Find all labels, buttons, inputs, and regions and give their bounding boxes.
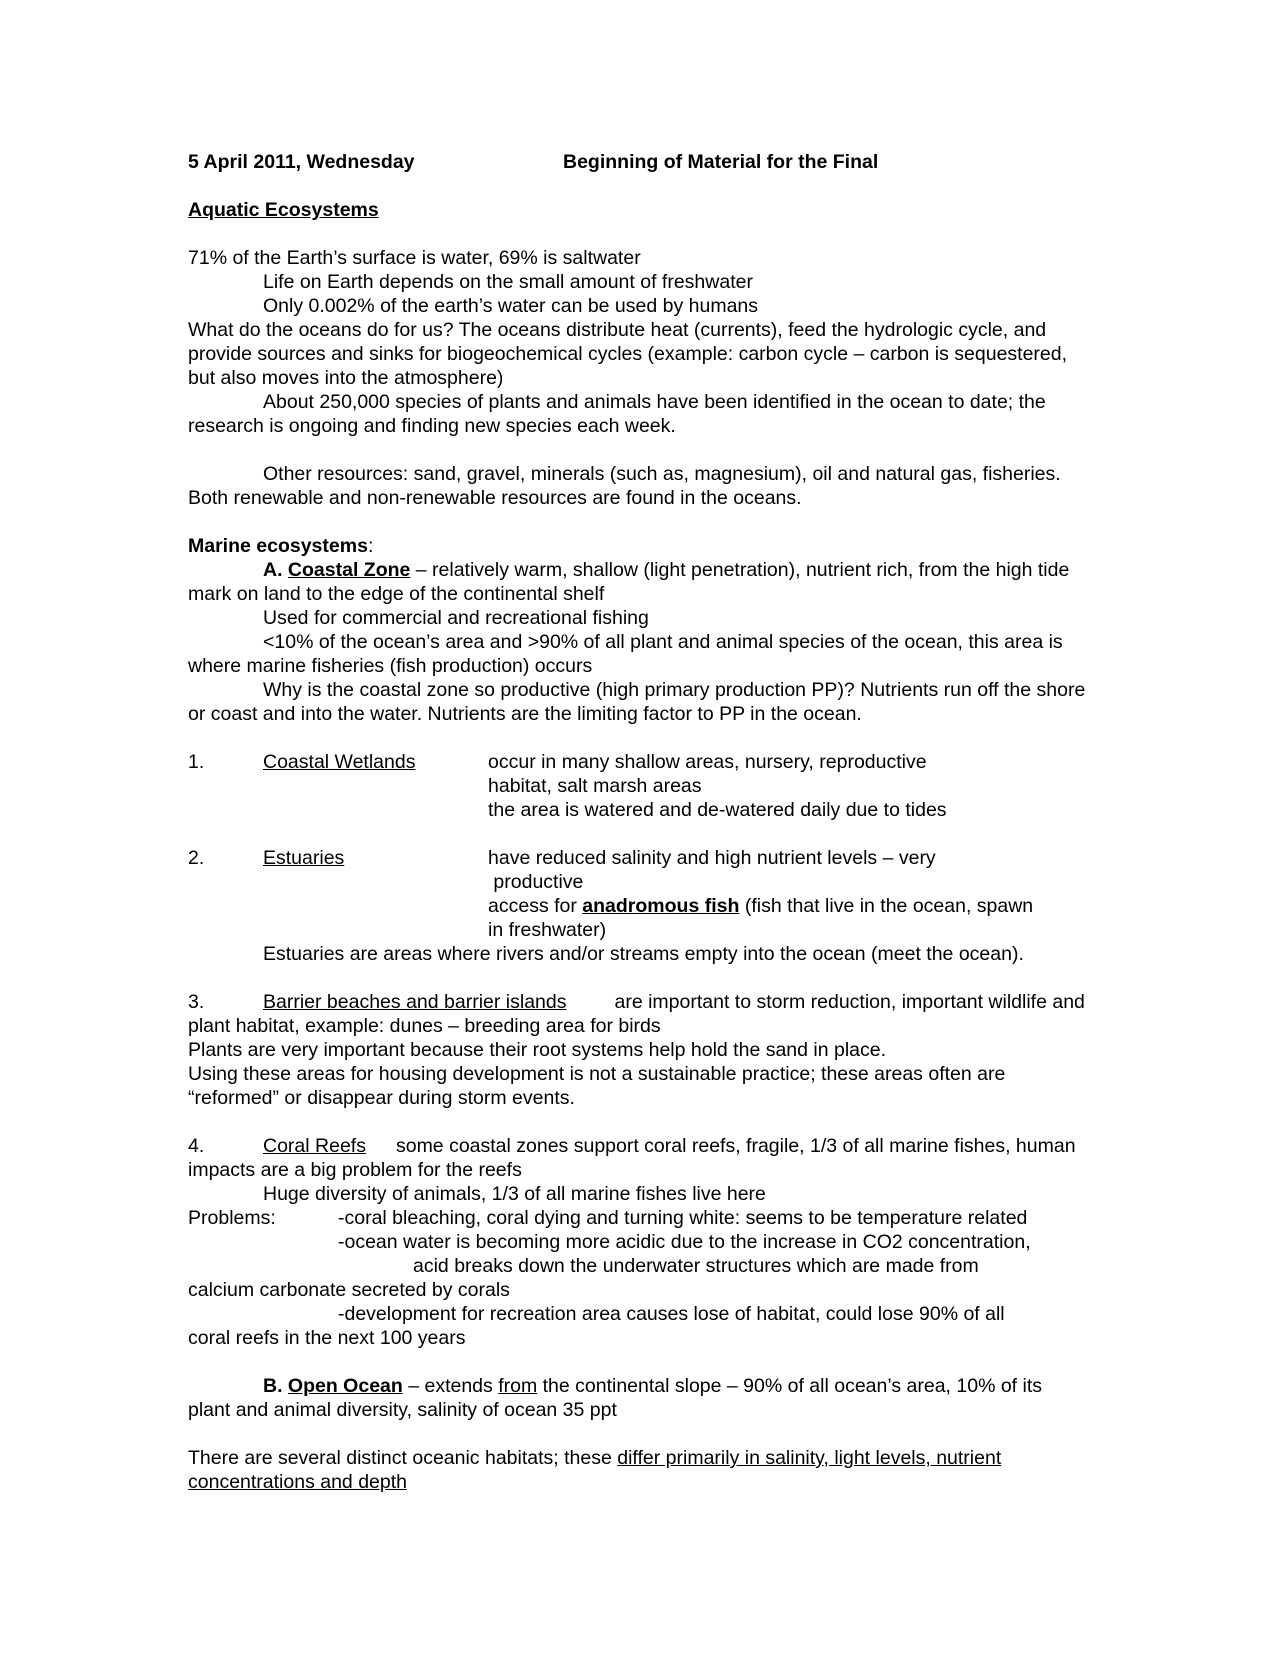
intro-freshwater: Life on Earth depends on the small amount of freshwater — [263, 271, 753, 293]
term-coastal-wetlands: Coastal Wetlands — [263, 751, 416, 773]
problems-label: Problems: — [188, 1207, 276, 1229]
marine-heading: Marine ecosystems: — [188, 535, 374, 557]
term-estuaries: Estuaries — [263, 847, 345, 869]
problem-acidity: -ocean water is becoming more acidic due to the increase in CO2 concentration, — [338, 1231, 1031, 1253]
open-ocean-paragraph: B. Open Ocean – extends from the continental slope – 90% of all ocean’s area, 10% of its plant and animal diversity, salinity of ocean 35 ppt — [188, 1375, 1043, 1421]
oceanic-habitats: There are several distinct oceanic habitats; these differ primarily in salinity, light levels, nutrient concentrations and depth — [188, 1447, 1002, 1493]
intro-water-fact: 71% of the Earth’s surface is water, 69% is saltwater — [188, 247, 641, 269]
header-title: Beginning of Material for the Final — [563, 151, 879, 173]
coastal-zone-paragraph: A. Coastal Zone – relatively warm, shallow (light penetration), nutrient rich, from the high tide mark on land to the edge of the continental shelf — [188, 559, 1070, 605]
term-coral-reefs: Coral Reefs — [263, 1135, 366, 1157]
coastal-fishing: Used for commercial and recreational fishing — [263, 607, 649, 629]
intro-ocean-uses: What do the oceans do for us? The oceans distribute heat (currents), feed the hydrologic cycle, and provide sources and sinks for biogeochemical cycles (example: carbon cycle – carbon is sequestered, but also moves into the atmosphere) — [188, 319, 1068, 389]
intro-species: About 250,000 species of plants and animals have been identified in the ocean to date; the research is ongoing and finding new species each week. — [188, 391, 1046, 437]
term-barrier-beaches: Barrier beaches and barrier islands — [263, 991, 567, 1013]
estuaries-note: Estuaries are areas where rivers and/or streams empty into the ocean (meet the ocean). — [263, 943, 1024, 965]
barrier-plants: Plants are very important because their root systems help hold the sand in place. — [188, 1039, 887, 1061]
coastal-zone-title: Coastal Zone — [287, 559, 411, 581]
item-coral-reefs: 4. Coral Reefs some coastal zones support coral reefs, fragile, 1/3 of all marine fishes, human impacts are a big problem for the reefs — [188, 1135, 1076, 1181]
open-ocean-title: Open Ocean — [287, 1375, 403, 1397]
header-date: 5 April 2011, Wednesday — [188, 151, 415, 173]
coral-diversity: Huge diversity of animals, 1/3 of all marine fishes live here — [263, 1183, 766, 1205]
barrier-development: Using these areas for housing development is not a sustainable practice; these areas often are “reformed” or disappear during storm events. — [188, 1063, 1006, 1109]
item-estuaries: 2. Estuaries have reduced salinity and high nutrient levels – very productive access for anadromous fish (fish that live in the ocean, spawn in freshwater) — [188, 847, 1034, 941]
header-line — [188, 150, 1088, 174]
intro-resources: Other resources: sand, gravel, minerals (such as, magnesium), oil and natural gas, fisheries. Both renewable and non-renewable resources are found in the oceans. — [188, 463, 1061, 509]
coral-problems — [188, 1206, 1088, 1230]
item-coastal-wetlands: 1. Coastal Wetlands occur in many shallow areas, nursery, reproductive habitat, salt marsh areas the area is watered and de-watered daily due to tides — [188, 751, 947, 821]
coastal-area-fact: <10% of the ocean’s area and >90% of all plant and animal species of the ocean, this area is where marine fisheries (fish production) occurs — [188, 631, 1063, 677]
problem-bleaching: -coral bleaching, coral dying and turning white: seems to be temperature related — [338, 1207, 1028, 1229]
term-anadromous-fish: anadromous fish — [582, 895, 740, 917]
intro-usable-water: Only 0.002% of the earth’s water can be used by humans — [263, 295, 759, 317]
coastal-productivity: Why is the coastal zone so productive (high primary production PP)? Nutrients run off the shore or coast and into the water. Nutrients are the limiting factor to PP in the ocean. — [188, 679, 1086, 725]
document-body: 5 April 2011, Wednesday Beginning of Material for the Final Aquatic Ecosystems 71% of the Earth’s surface is water, 69% is saltwater Life on Earth depends on the small amount of freshwater Only 0.002% of the earth’s water can be used by humans What do the oceans do for us? The oceans distribute heat (currents), feed the hydrologic cycle, and provide sources and sinks for biogeochemical cycles (example: carbon cycle – carbon is sequestered, but also moves into the atmosphere) About 250,000 species of plants and animals have been identified in the ocean to date; the research is ongoing and finding new species each week. Other resources: sand, gravel, minerals (such as, magnesium), oil and natural gas, fisheries. Both renewable and non-renewable resources are found in the oceans. Marine ecosystems: A. Coastal Zone – relatively warm, shallow (light penetration), nutrient rich, from the high tide mark on land to the edge of the continental shelf Used for commercial and recreational fishing <10% of the ocean’s area and >90% of all plant and animal species of the ocean, this area is where marine fisheries (fish production) occurs Why is the coastal zone so productive (high primary production PP)? Nutrients run off the shore or coast and into the water. Nutrients are the limiting factor to PP in the ocean. 1. Coastal Wetlands occur in many shallow areas, nursery, reproductive habitat, salt marsh areas the area is watered and de-watered daily due to tides 2. Estuaries have reduced salinity and high nutrient levels – very productive access for anadromous fish (fish that live in the ocean, spawn in freshwater) Estuaries are areas where rivers and/or streams empty into the ocean (meet the ocean). 3. Barrier beaches and barrier islands are important to storm reduction, important wildlife and plant habitat, example: dunes – breeding area for birds Plants are very important because their root systems help hold the sand in place. Using these areas for housing development is not a sustainable practice; these areas often are “reformed” or disappear during storm events. 4. Coral Reefs some coastal zones support coral reefs, fragile, 1/3 of all marine fishes, human impacts are a big problem for the reefs Huge diversity of animals, 1/3 of all marine fishes live here Problems: -coral bleaching, coral dying and turning white: seems to be temperature related -ocean water is becoming more acidic due to the increase in CO2 concentration, acid breaks down the underwater structures which are made from calcium carbonate secreted by corals -development for recreation area causes lose of habitat, could lose 90% of all coral reefs in the next 100 years B. Open Ocean – extends from the continental slope – 90% of all ocean’s area, 10% of its plant and animal diversity, salinity of ocean 35 ppt There are several distinct oceanic habitats; these differ primarily in salinity, light levels, nutrient concentrations and depth — [188, 150, 1088, 1494]
item-barrier-beaches: 3. Barrier beaches and barrier islands are important to storm reduction, important wildlife and plant habitat, example: dunes – breeding area for birds — [188, 991, 1085, 1037]
problem-development: -development for recreation area causes lose of habitat, could lose 90% of all — [338, 1303, 1005, 1325]
section-title: Aquatic Ecosystems — [188, 199, 379, 221]
